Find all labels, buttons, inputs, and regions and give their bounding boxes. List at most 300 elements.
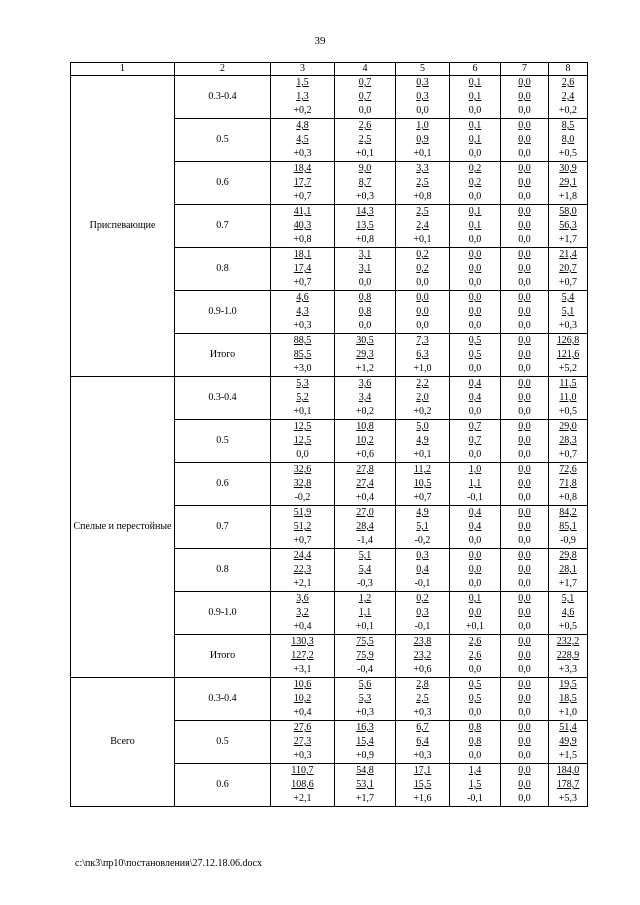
value-change: +1,2 xyxy=(355,363,375,374)
value-change: -0,1 xyxy=(414,621,431,632)
value-current: 6,7 xyxy=(416,722,429,733)
value-current: 0,8 xyxy=(468,722,482,733)
value-cell xyxy=(335,334,396,377)
value-cell xyxy=(549,248,588,291)
value-current: 0,0 xyxy=(518,722,531,733)
value-cell xyxy=(501,463,549,506)
value-change: +0,3 xyxy=(413,707,432,718)
value-current: 0,1 xyxy=(468,77,482,88)
value-change: +0,2 xyxy=(293,105,312,116)
value-cell xyxy=(396,248,450,291)
value-current: 0,0 xyxy=(518,292,531,303)
value-change: +0,3 xyxy=(293,148,312,159)
table-row xyxy=(71,76,588,119)
value-current: 2,8 xyxy=(416,679,429,690)
density-label: 0.6 xyxy=(175,162,271,205)
value-previous: 0,5 xyxy=(468,349,482,360)
value-previous: 0,5 xyxy=(468,693,482,704)
value-cell xyxy=(501,377,549,420)
value-current: 184,0 xyxy=(556,765,580,776)
value-cell xyxy=(450,721,501,764)
value-cell xyxy=(450,205,501,248)
value-cell xyxy=(396,592,450,635)
value-current: 58,0 xyxy=(559,206,577,217)
value-change: +0,4 xyxy=(355,492,375,503)
value-cell xyxy=(549,506,588,549)
group-label: Приспевающие xyxy=(71,76,175,377)
value-previous: 2,6 xyxy=(468,650,482,661)
value-cell xyxy=(396,291,450,334)
value-cell xyxy=(271,721,335,764)
value-previous: 0,0 xyxy=(518,736,531,747)
value-current: 0,7 xyxy=(468,421,482,432)
value-cell xyxy=(335,635,396,678)
value-current: 10,8 xyxy=(356,421,374,432)
value-current: 29,8 xyxy=(559,550,577,561)
value-current: 130,3 xyxy=(291,636,314,647)
value-cell xyxy=(549,420,588,463)
value-previous: 2,5 xyxy=(416,693,429,704)
value-cell xyxy=(450,592,501,635)
value-previous: 28,3 xyxy=(559,435,577,446)
value-change: +0,3 xyxy=(355,191,375,202)
value-previous: 0,0 xyxy=(518,521,531,532)
value-cell xyxy=(549,119,588,162)
value-previous: 5,1 xyxy=(416,521,429,532)
value-previous: 2,4 xyxy=(561,91,575,102)
value-cell xyxy=(335,205,396,248)
value-current: 0,0 xyxy=(518,77,531,88)
value-previous: 0,0 xyxy=(468,564,482,575)
value-change: 0,0 xyxy=(518,750,531,761)
value-current: 0,2 xyxy=(416,593,429,604)
value-previous: 27,3 xyxy=(293,736,312,747)
value-change: 0,0 xyxy=(468,363,482,374)
value-cell xyxy=(501,205,549,248)
density-label: 0.7 xyxy=(175,506,271,549)
value-current: 7,3 xyxy=(416,335,429,346)
value-current: 0,3 xyxy=(416,77,429,88)
value-previous: 18,5 xyxy=(559,693,577,704)
value-cell xyxy=(450,76,501,119)
value-current: 51,4 xyxy=(559,722,577,733)
value-cell xyxy=(549,764,588,807)
value-change: +0,2 xyxy=(413,406,432,417)
value-previous: 22,3 xyxy=(293,564,312,575)
value-previous: 2,5 xyxy=(358,134,372,145)
value-change: 0,0 xyxy=(468,277,482,288)
value-cell xyxy=(501,76,549,119)
value-change: 0,0 xyxy=(468,578,482,589)
value-current: 16,3 xyxy=(356,722,374,733)
value-previous: 0,1 xyxy=(468,91,482,102)
value-change: 0,0 xyxy=(518,621,531,632)
value-change: 0,0 xyxy=(518,363,531,374)
value-cell xyxy=(450,549,501,592)
value-cell xyxy=(549,678,588,721)
value-change: +0,1 xyxy=(355,148,375,159)
value-change: +3,1 xyxy=(293,664,312,675)
value-change: +5,3 xyxy=(558,793,578,804)
value-previous: 27,4 xyxy=(356,478,374,489)
value-current: 51,9 xyxy=(293,507,312,518)
value-cell xyxy=(549,334,588,377)
value-change: -0,9 xyxy=(560,535,576,546)
value-current: 0,0 xyxy=(518,765,531,776)
value-change: +1,6 xyxy=(413,793,432,804)
value-cell xyxy=(450,635,501,678)
value-previous: 0,0 xyxy=(518,693,531,704)
value-current: 5,3 xyxy=(296,378,309,389)
value-previous: 1,3 xyxy=(296,91,309,102)
value-change: +0,4 xyxy=(293,621,312,632)
value-previous: 29,3 xyxy=(356,349,374,360)
value-change: 0,0 xyxy=(518,707,531,718)
value-cell xyxy=(501,420,549,463)
value-cell xyxy=(396,721,450,764)
value-current: 4,8 xyxy=(296,120,309,131)
value-previous: 0,0 xyxy=(518,220,531,231)
header-cell: 5 xyxy=(396,63,450,76)
value-change: +0,5 xyxy=(558,621,578,632)
value-current: 27,0 xyxy=(356,507,374,518)
value-cell xyxy=(335,592,396,635)
value-previous: 8,7 xyxy=(358,177,372,188)
value-cell xyxy=(450,119,501,162)
header-cell: 8 xyxy=(549,63,588,76)
value-current: 18,4 xyxy=(293,163,312,174)
value-current: 84,2 xyxy=(559,507,577,518)
value-change: +1,5 xyxy=(558,750,578,761)
value-change: +1,0 xyxy=(558,707,578,718)
value-previous: 6,4 xyxy=(416,736,429,747)
value-cell xyxy=(335,119,396,162)
value-previous: 75,9 xyxy=(356,650,374,661)
value-current: 72,6 xyxy=(559,464,577,475)
value-cell xyxy=(335,248,396,291)
value-current: 12,5 xyxy=(293,421,312,432)
value-current: 11,5 xyxy=(559,378,577,389)
value-previous: 49,9 xyxy=(559,736,577,747)
value-previous: 0,0 xyxy=(518,134,531,145)
value-cell xyxy=(271,377,335,420)
value-change: 0,0 xyxy=(468,191,482,202)
value-current: 0,0 xyxy=(518,507,531,518)
value-current: 9,0 xyxy=(358,163,372,174)
value-change: +2,1 xyxy=(293,578,312,589)
value-cell xyxy=(501,119,549,162)
density-label: 0.9-1.0 xyxy=(175,291,271,334)
table-row xyxy=(71,678,588,721)
value-previous: 0,8 xyxy=(358,306,372,317)
value-previous: 0,9 xyxy=(416,134,429,145)
value-previous: 0,0 xyxy=(518,349,531,360)
value-current: 2,6 xyxy=(468,636,482,647)
value-change: 0,0 xyxy=(468,234,482,245)
value-change: 0,0 xyxy=(518,578,531,589)
value-change: +3,0 xyxy=(293,363,312,374)
value-cell xyxy=(271,506,335,549)
value-cell xyxy=(335,764,396,807)
header-row xyxy=(71,63,588,76)
value-current: 0,0 xyxy=(518,378,531,389)
density-label: 0.7 xyxy=(175,205,271,248)
value-change: +0,7 xyxy=(413,492,432,503)
value-cell xyxy=(396,420,450,463)
value-current: 2,6 xyxy=(358,120,372,131)
value-previous: 40,3 xyxy=(293,220,312,231)
value-change: 0,0 xyxy=(518,449,531,460)
value-cell xyxy=(396,764,450,807)
value-current: 30,9 xyxy=(559,163,577,174)
value-previous: 121,6 xyxy=(556,349,580,360)
header-cell: 4 xyxy=(335,63,396,76)
value-change: -0,1 xyxy=(467,793,483,804)
value-previous: 20,7 xyxy=(559,263,577,274)
value-change: +0,3 xyxy=(293,750,312,761)
value-current: 24,4 xyxy=(293,550,312,561)
value-previous: 85,1 xyxy=(559,521,577,532)
value-current: 32,6 xyxy=(293,464,312,475)
value-previous: 0,3 xyxy=(416,91,429,102)
value-current: 4,6 xyxy=(296,292,309,303)
value-current: 10,6 xyxy=(293,679,312,690)
value-cell xyxy=(335,162,396,205)
value-change: 0,0 xyxy=(518,191,531,202)
value-current: 0,4 xyxy=(468,507,482,518)
density-label: 0.5 xyxy=(175,721,271,764)
table-row xyxy=(71,377,588,420)
value-cell xyxy=(501,592,549,635)
value-cell xyxy=(450,291,501,334)
value-cell xyxy=(501,549,549,592)
value-cell xyxy=(396,463,450,506)
value-change: 0,0 xyxy=(518,105,531,116)
value-previous: 3,1 xyxy=(358,263,372,274)
value-cell xyxy=(271,420,335,463)
value-change: +0,1 xyxy=(465,621,485,632)
value-change: 0,0 xyxy=(468,148,482,159)
value-current: 5,4 xyxy=(561,292,575,303)
value-current: 126,8 xyxy=(556,335,580,346)
value-current: 0,0 xyxy=(518,249,531,260)
value-cell xyxy=(396,506,450,549)
value-change: +0,7 xyxy=(558,277,578,288)
value-change: +0,5 xyxy=(558,406,578,417)
value-cell xyxy=(271,334,335,377)
value-cell xyxy=(396,334,450,377)
value-previous: 12,5 xyxy=(293,435,312,446)
header-cell: 2 xyxy=(175,63,271,76)
value-previous: 0,2 xyxy=(416,263,429,274)
value-previous: 0,0 xyxy=(518,306,531,317)
value-cell xyxy=(501,248,549,291)
value-change: 0,0 xyxy=(518,320,531,331)
value-previous: 2,4 xyxy=(416,220,429,231)
value-change: -0,1 xyxy=(414,578,431,589)
value-cell xyxy=(549,377,588,420)
density-label: 0.9-1.0 xyxy=(175,592,271,635)
value-previous: 0,0 xyxy=(518,392,531,403)
value-previous: 0,7 xyxy=(358,91,372,102)
file-path-footer: c:\пк3\пр10\постановления\27.12.18.06.docx xyxy=(75,858,262,869)
value-cell xyxy=(271,463,335,506)
value-previous: 0,0 xyxy=(518,650,531,661)
value-cell xyxy=(396,377,450,420)
value-change: +1,7 xyxy=(558,234,578,245)
value-change: +0,1 xyxy=(413,148,432,159)
value-cell xyxy=(450,463,501,506)
value-cell xyxy=(335,549,396,592)
value-change: -0,1 xyxy=(467,492,483,503)
value-previous: 5,4 xyxy=(358,564,372,575)
value-previous: 1,1 xyxy=(468,478,482,489)
value-cell xyxy=(271,248,335,291)
value-current: 2,5 xyxy=(416,206,429,217)
value-previous: 108,6 xyxy=(291,779,314,790)
value-cell xyxy=(501,334,549,377)
value-cell xyxy=(396,205,450,248)
value-previous: 0,4 xyxy=(468,521,482,532)
value-current: 1,0 xyxy=(468,464,482,475)
density-label: 0.5 xyxy=(175,420,271,463)
value-change: 0,0 xyxy=(358,277,372,288)
value-current: 0,7 xyxy=(358,77,372,88)
value-current: 3,3 xyxy=(416,163,429,174)
value-cell xyxy=(335,721,396,764)
value-cell xyxy=(501,162,549,205)
value-change: +1,7 xyxy=(355,793,375,804)
value-previous: 0,7 xyxy=(468,435,482,446)
value-cell xyxy=(549,721,588,764)
value-previous: 85,5 xyxy=(293,349,312,360)
value-cell xyxy=(271,764,335,807)
value-current: 3,6 xyxy=(358,378,372,389)
value-change: 0,0 xyxy=(518,492,531,503)
value-change: 0,0 xyxy=(468,750,482,761)
value-previous: 5,2 xyxy=(296,392,309,403)
header-cell: 3 xyxy=(271,63,335,76)
value-previous: 0,0 xyxy=(518,263,531,274)
value-previous: 0,3 xyxy=(416,607,429,618)
value-change: +1,0 xyxy=(413,363,432,374)
value-current: 30,5 xyxy=(356,335,374,346)
value-change: +1,8 xyxy=(558,191,578,202)
value-current: 0,0 xyxy=(518,120,531,131)
group-label: Всего xyxy=(71,678,175,807)
value-current: 0,5 xyxy=(468,335,482,346)
value-change: +0,8 xyxy=(293,234,312,245)
value-previous: 2,5 xyxy=(416,177,429,188)
density-label: Итого xyxy=(175,635,271,678)
value-current: 11,2 xyxy=(413,464,432,475)
value-cell xyxy=(450,377,501,420)
value-change: +0,1 xyxy=(413,449,432,460)
value-previous: 1,5 xyxy=(468,779,482,790)
value-previous: 4,6 xyxy=(561,607,575,618)
density-label: 0.3-0.4 xyxy=(175,377,271,420)
value-change: 0,0 xyxy=(358,320,372,331)
value-cell xyxy=(335,76,396,119)
value-current: 0,3 xyxy=(416,550,429,561)
value-previous: 56,3 xyxy=(559,220,577,231)
value-change: +0,8 xyxy=(413,191,432,202)
value-previous: 32,8 xyxy=(293,478,312,489)
value-cell xyxy=(396,678,450,721)
value-cell xyxy=(271,635,335,678)
value-cell xyxy=(335,291,396,334)
page-number: 39 xyxy=(314,35,326,47)
value-current: 27,8 xyxy=(356,464,374,475)
value-previous: 17,7 xyxy=(293,177,312,188)
value-change: -0,4 xyxy=(357,664,373,675)
value-change: +0,7 xyxy=(293,191,312,202)
value-cell xyxy=(501,678,549,721)
value-current: 1,2 xyxy=(358,593,372,604)
value-change: +0,6 xyxy=(355,449,375,460)
value-current: 1,5 xyxy=(296,77,309,88)
value-cell xyxy=(396,162,450,205)
value-change: +1,7 xyxy=(558,578,578,589)
value-previous: 1,1 xyxy=(358,607,372,618)
value-current: 0,0 xyxy=(468,550,482,561)
value-previous: 51,2 xyxy=(293,521,312,532)
value-change: 0,0 xyxy=(518,793,531,804)
value-current: 4,9 xyxy=(416,507,429,518)
value-change: 0,0 xyxy=(468,105,482,116)
value-previous: 0,0 xyxy=(518,91,531,102)
value-change: -0,3 xyxy=(357,578,373,589)
value-cell xyxy=(501,721,549,764)
value-current: 19,5 xyxy=(559,679,577,690)
value-change: 0,0 xyxy=(296,449,309,460)
value-cell xyxy=(549,76,588,119)
value-previous: 3,4 xyxy=(358,392,372,403)
value-previous: 228,9 xyxy=(556,650,580,661)
value-cell xyxy=(450,506,501,549)
value-change: +0,8 xyxy=(558,492,578,503)
value-current: 88,5 xyxy=(293,335,312,346)
value-cell xyxy=(450,162,501,205)
value-previous: 4,5 xyxy=(296,134,309,145)
value-change: 0,0 xyxy=(416,320,429,331)
value-cell xyxy=(335,463,396,506)
value-change: +0,7 xyxy=(293,535,312,546)
value-current: 0,0 xyxy=(518,163,531,174)
value-previous: 15,4 xyxy=(356,736,374,747)
value-previous: 3,2 xyxy=(296,607,309,618)
value-previous: 0,0 xyxy=(518,607,531,618)
value-change: 0,0 xyxy=(416,277,429,288)
value-change: +0,2 xyxy=(355,406,375,417)
forest-stock-table xyxy=(70,62,588,807)
value-current: 232,2 xyxy=(556,636,580,647)
value-current: 0,0 xyxy=(416,292,429,303)
value-change: +3,3 xyxy=(558,664,578,675)
value-change: 0,0 xyxy=(468,535,482,546)
value-previous: 0,0 xyxy=(518,779,531,790)
value-change: +0,8 xyxy=(355,234,375,245)
value-cell xyxy=(501,291,549,334)
value-cell xyxy=(501,635,549,678)
value-cell xyxy=(450,764,501,807)
value-current: 0,0 xyxy=(468,249,482,260)
value-current: 75,5 xyxy=(356,636,374,647)
value-cell xyxy=(396,549,450,592)
value-previous: 53,1 xyxy=(356,779,374,790)
value-current: 0,0 xyxy=(518,421,531,432)
value-current: 0,8 xyxy=(358,292,372,303)
